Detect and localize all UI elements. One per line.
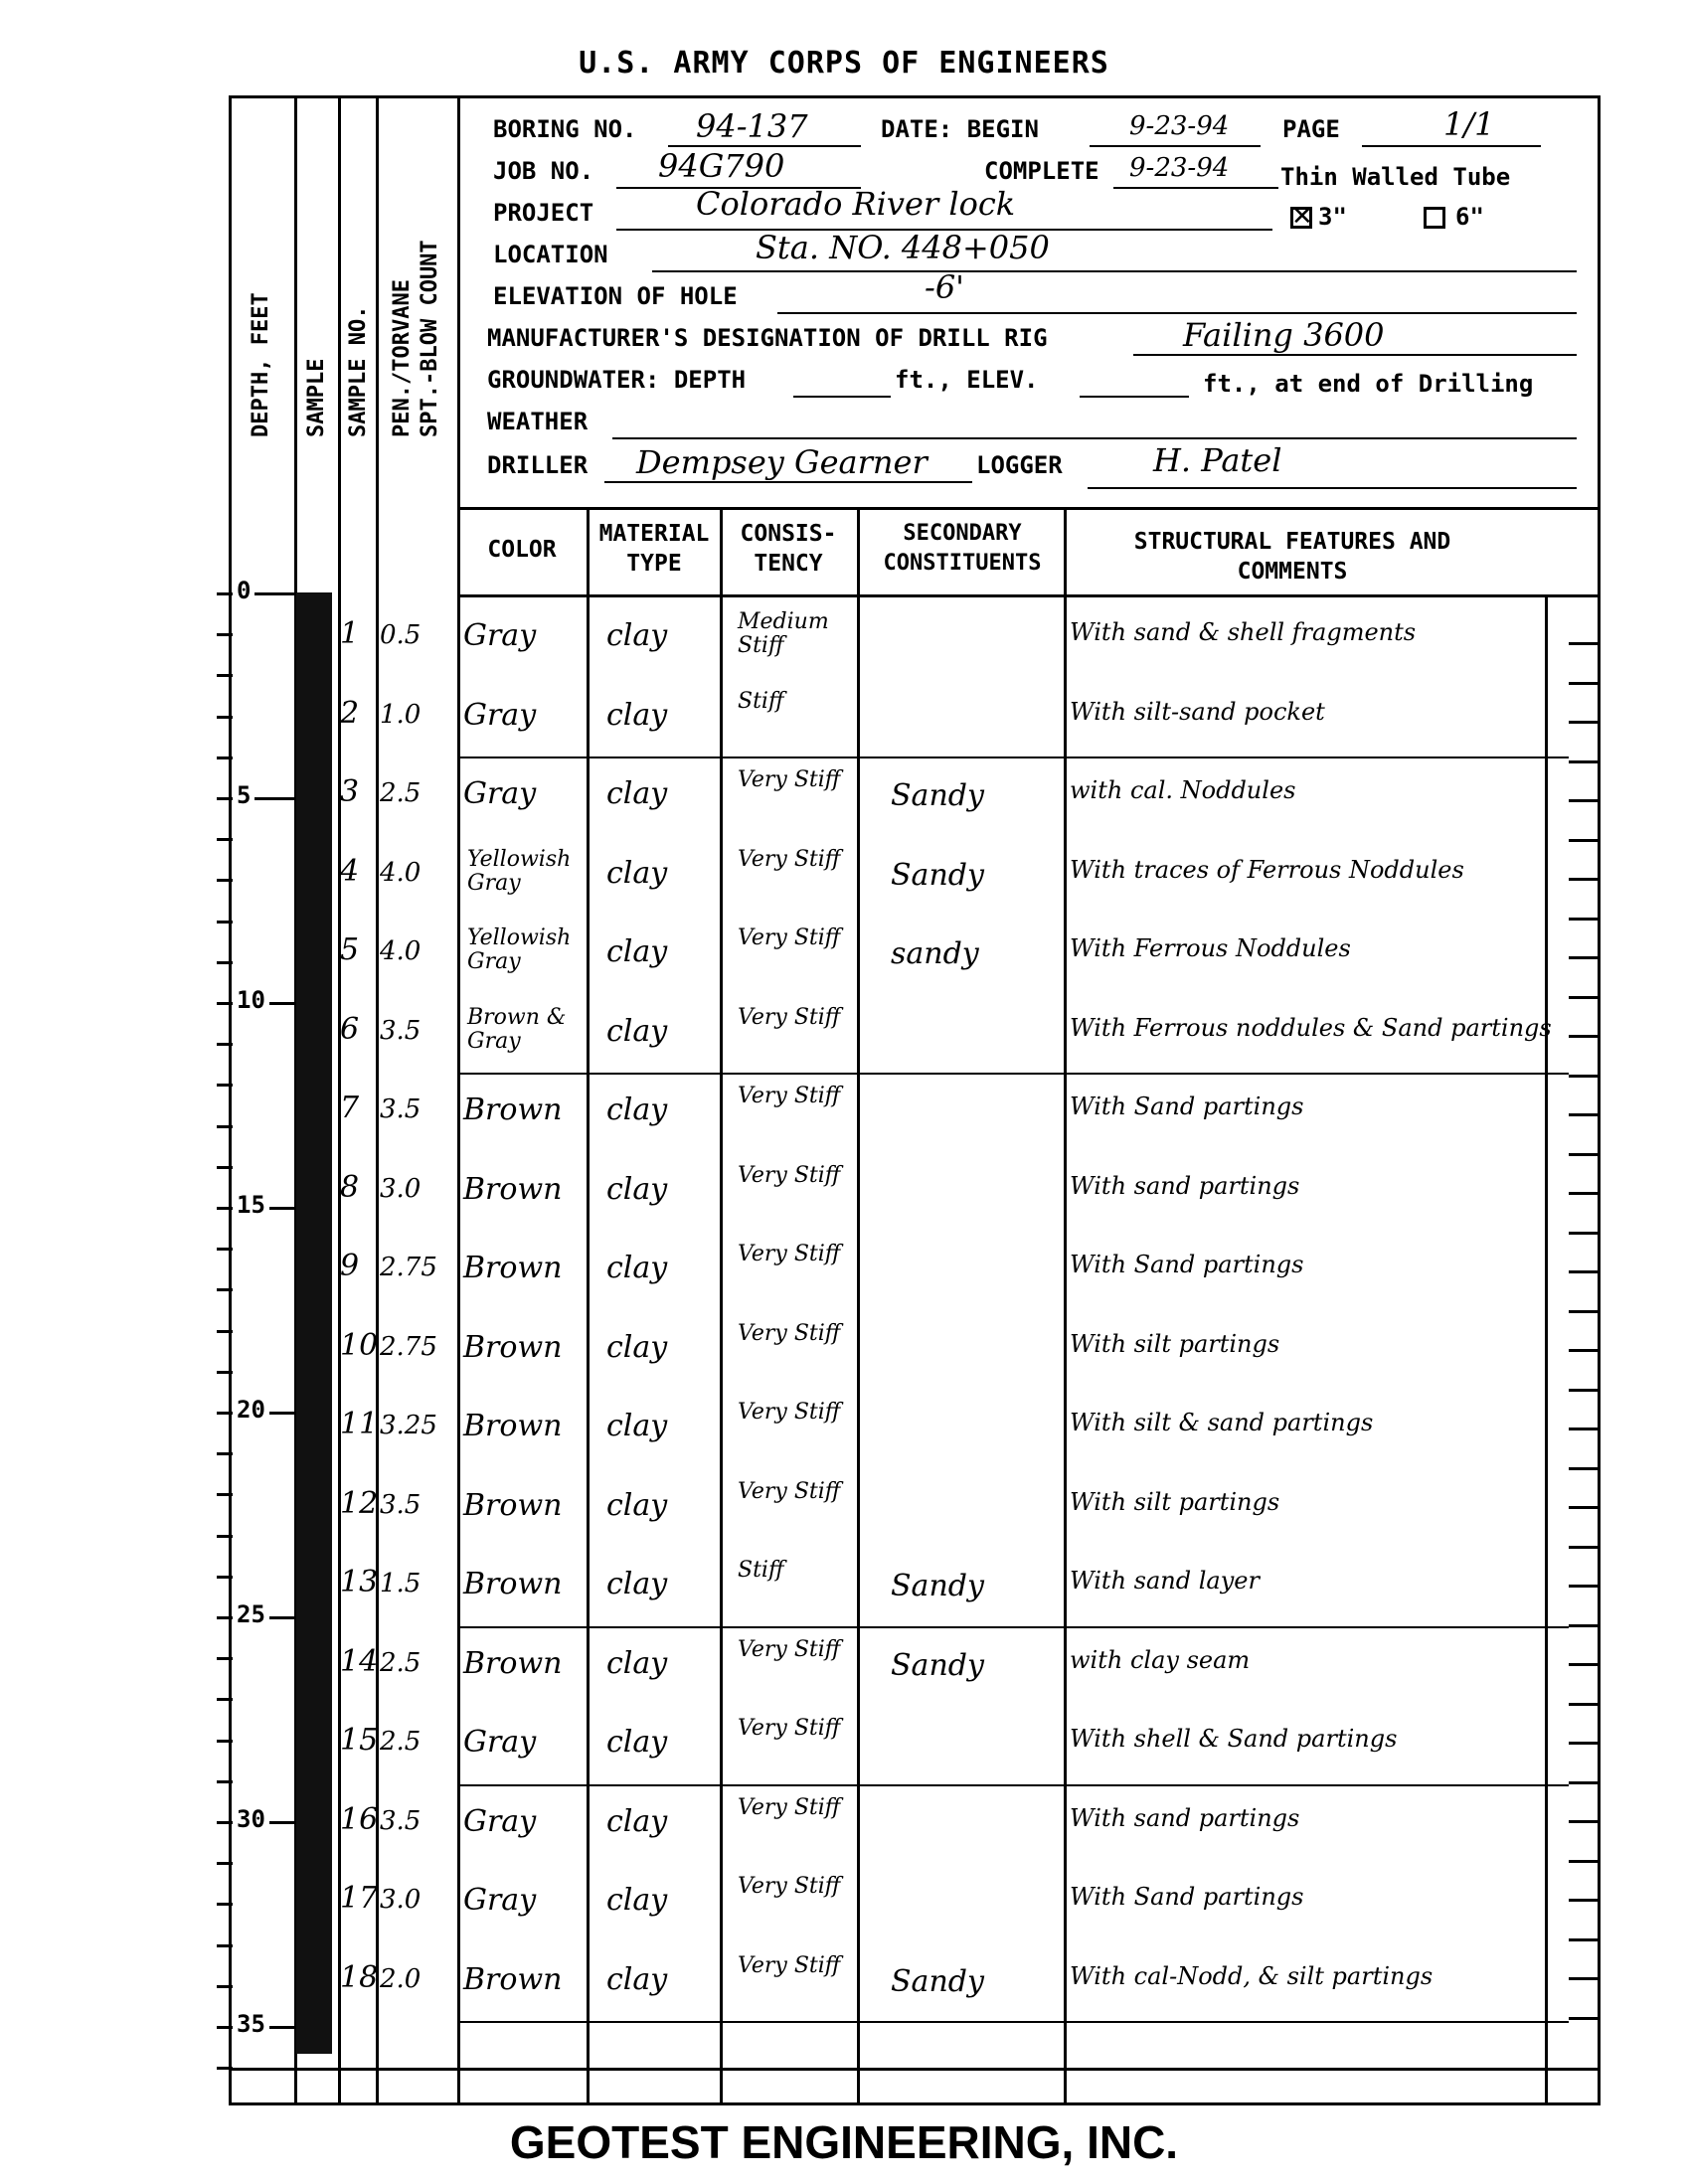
consistency-value: Very Stiff — [738, 1478, 841, 1504]
sample-no: 9 — [340, 1249, 360, 1283]
underline — [1080, 396, 1189, 398]
material-value: clay — [606, 697, 668, 733]
depth-tick — [217, 838, 233, 841]
depth-tick — [217, 1288, 233, 1291]
depth-tick — [217, 1985, 233, 1988]
project-value: Colorado River lock — [696, 185, 1016, 223]
sample-no: 1 — [340, 616, 360, 651]
sample-no: 17 — [340, 1881, 379, 1916]
secondary-value: Sandy — [891, 1647, 984, 1683]
right-tick — [1569, 956, 1601, 959]
color-header: COLOR — [487, 537, 557, 563]
right-tick — [1569, 1389, 1601, 1392]
secondary-header: SECONDARY CONSTITUENTS — [883, 521, 1042, 576]
consistency-value: Very Stiff — [738, 1242, 841, 1266]
depth-tick — [217, 1493, 233, 1496]
color-value: Brown — [463, 1961, 563, 1997]
right-tick — [1569, 839, 1601, 842]
row-divider — [457, 1784, 1569, 1786]
color-value: Gray — [463, 1725, 537, 1760]
depth-tick — [217, 1043, 233, 1046]
pen-value: 3.5 — [380, 1015, 422, 1046]
groundwater-label: GROUNDWATER: DEPTH — [487, 366, 747, 394]
boring-no-label: BORING NO. — [493, 115, 637, 143]
right-tick — [1569, 1428, 1601, 1430]
pen-value: 2.75 — [380, 1253, 437, 1282]
color-value: Yellowish Gray — [467, 925, 572, 974]
right-tick — [1569, 1192, 1601, 1195]
sample-no: 2 — [340, 695, 360, 731]
sample-recovery-bar — [296, 592, 332, 2054]
consistency-value: Very Stiff — [738, 1320, 841, 1346]
depth-tick — [217, 756, 233, 759]
color-value: Yellowish Gray — [467, 846, 572, 896]
pen-value: 4.0 — [380, 936, 422, 966]
comment-value: With Ferrous noddules & Sand partings — [1070, 1013, 1552, 1042]
right-tick — [1569, 1663, 1601, 1666]
drill-rig-value: Failing 3600 — [1183, 316, 1385, 354]
underline — [793, 396, 891, 398]
color-value: Brown — [463, 1645, 563, 1681]
comment-value: With Ferrous Noddules — [1070, 934, 1351, 962]
sample-no: 8 — [340, 1169, 360, 1205]
location-label: LOCATION — [493, 241, 608, 268]
comment-value: With Sand partings — [1070, 1092, 1304, 1120]
color-value: Brown — [463, 1409, 563, 1443]
depth-tick — [217, 1576, 233, 1579]
date-begin-value: 9-23-94 — [1129, 111, 1230, 141]
material-value: clay — [606, 1409, 668, 1443]
sample-no: 4 — [340, 853, 360, 889]
depth-tick — [217, 879, 233, 882]
sample-no: 16 — [340, 1801, 379, 1837]
material-value: clay — [606, 934, 668, 969]
underline — [1113, 187, 1278, 189]
consistency-value: Very Stiff — [738, 1162, 841, 1188]
job-no-value: 94G790 — [658, 147, 785, 185]
material-value: clay — [606, 1961, 668, 1997]
underline — [612, 437, 1577, 439]
pen-value: 2.5 — [380, 778, 422, 808]
comments-header: STRUCTURAL FEATURES AND COMMENTS — [1133, 529, 1451, 585]
depth-tick — [217, 633, 233, 636]
pen-value: 3.5 — [380, 1489, 422, 1520]
right-tick — [1569, 1506, 1601, 1509]
divider — [857, 507, 860, 2105]
drill-rig-label: MANUFACTURER'S DESIGNATION OF DRILL RIG — [487, 324, 1048, 352]
material-value: clay — [606, 1567, 668, 1601]
consistency-value: Very Stiff — [738, 1874, 841, 1899]
company-footer: GEOTEST ENGINEERING, INC. — [509, 2116, 1179, 2168]
material-value: clay — [606, 1803, 668, 1839]
pen-value: 2.75 — [380, 1331, 437, 1362]
right-tick — [1569, 918, 1601, 921]
material-value: clay — [606, 776, 668, 811]
depth-tick — [217, 797, 294, 800]
color-value: Brown & Gray — [467, 1004, 567, 1054]
sample-no: 12 — [340, 1485, 379, 1521]
depth-label: 35 — [233, 2010, 269, 2038]
secondary-value: sandy — [891, 936, 979, 971]
underline — [1362, 145, 1541, 147]
right-tick — [1569, 1035, 1601, 1038]
pen-value: 0.5 — [380, 620, 422, 650]
depth-tick — [217, 1740, 233, 1743]
depth-label: 15 — [233, 1191, 269, 1219]
spt-blow-count-column-label: SPT.-BLOW COUNT — [418, 240, 442, 437]
driller-label: DRILLER — [487, 451, 589, 479]
consistency-value: Very Stiff — [738, 1716, 841, 1741]
consistency-value: Stiff — [738, 1558, 784, 1583]
pen-value: 3.0 — [380, 1885, 422, 1915]
material-value: clay — [606, 1092, 668, 1127]
consistency-value: Very Stiff — [738, 1400, 841, 1425]
divider — [1064, 507, 1067, 2105]
consistency-value: Very Stiff — [738, 925, 841, 950]
material-value: clay — [606, 1013, 668, 1049]
tube-label: Thin Walled Tube — [1280, 163, 1511, 191]
divider — [720, 507, 723, 2105]
right-tick — [1569, 642, 1601, 645]
right-tick — [1569, 1899, 1601, 1902]
right-tick — [1569, 1153, 1601, 1156]
pen-value: 1.0 — [380, 699, 422, 730]
sample-no: 6 — [340, 1011, 360, 1047]
material-value: clay — [606, 1251, 668, 1285]
depth-tick — [217, 1944, 233, 1947]
elevation-label: ELEVATION OF HOLE — [493, 282, 738, 310]
right-tick — [1569, 682, 1601, 685]
depth-tick — [217, 716, 233, 719]
right-tick — [1569, 1113, 1601, 1116]
consistency-value: Very Stiff — [738, 846, 841, 872]
logger-value: H. Patel — [1153, 441, 1282, 479]
pen-torvane-column-label: PEN./TORVANE — [390, 279, 415, 437]
right-tick — [1569, 1938, 1601, 1941]
sample-no: 5 — [340, 932, 360, 967]
depth-tick — [217, 1698, 233, 1701]
sample-no: 11 — [340, 1407, 379, 1441]
depth-tick — [217, 1535, 233, 1538]
underline — [1133, 354, 1577, 356]
project-label: PROJECT — [493, 199, 594, 227]
underline — [1088, 487, 1577, 489]
comment-value: With cal-Nodd, & silt partings — [1070, 1961, 1434, 1990]
material-value: clay — [606, 1487, 668, 1523]
material-value: clay — [606, 618, 668, 653]
right-tick — [1569, 1703, 1601, 1706]
location-value: Sta. NO. 448+050 — [756, 229, 1050, 266]
divider — [1545, 594, 1548, 2105]
right-tick — [1569, 721, 1601, 724]
right-tick — [1569, 878, 1601, 881]
comment-value: With silt partings — [1070, 1487, 1280, 1516]
right-tick — [1569, 1232, 1601, 1235]
pen-value: 3.25 — [380, 1411, 437, 1440]
comment-value: With Sand partings — [1070, 1251, 1304, 1278]
sample-no: 7 — [340, 1091, 360, 1125]
comment-value: With sand partings — [1070, 1171, 1300, 1200]
comment-value: With silt & sand partings — [1070, 1409, 1374, 1436]
date-begin-label: DATE: BEGIN — [881, 115, 1039, 143]
sample-no: 3 — [340, 774, 360, 809]
right-tick — [1569, 760, 1601, 763]
divider — [457, 95, 460, 2105]
sample-no: 13 — [340, 1565, 379, 1599]
secondary-value: Sandy — [891, 778, 984, 813]
consistency-value: Very Stiff — [738, 767, 841, 792]
right-tick — [1569, 1860, 1601, 1863]
row-divider — [457, 1073, 1569, 1075]
comment-value: With shell & Sand partings — [1070, 1725, 1398, 1753]
consistency-value: Stiff — [738, 688, 784, 714]
sample-no: 15 — [340, 1723, 379, 1758]
comment-value: with clay seam — [1070, 1645, 1251, 1674]
color-value: Brown — [463, 1092, 563, 1127]
pen-value: 4.0 — [380, 857, 422, 888]
depth-tick — [217, 1330, 233, 1333]
color-value: Brown — [463, 1487, 563, 1523]
pen-value: 2.5 — [380, 1647, 422, 1678]
depth-tick — [217, 1452, 233, 1455]
depth-tick — [217, 674, 233, 677]
material-header: MATERIAL TYPE — [598, 521, 710, 577]
sample-no: 14 — [340, 1643, 379, 1679]
comment-value: With sand layer — [1070, 1567, 1260, 1595]
depth-tick — [217, 1903, 233, 1906]
consistency-value: Very Stiff — [738, 1084, 841, 1108]
right-tick — [1569, 2017, 1601, 2020]
page-label: PAGE — [1282, 115, 1340, 143]
pen-value: 3.5 — [380, 1805, 422, 1836]
depth-tick — [217, 1248, 233, 1251]
underline — [777, 312, 1577, 314]
right-tick — [1569, 1977, 1601, 1980]
sample-no: 18 — [340, 1959, 379, 1995]
weather-label: WEATHER — [487, 408, 589, 435]
underline — [1090, 145, 1261, 147]
depth-tick — [217, 592, 294, 595]
material-value: clay — [606, 1329, 668, 1365]
right-tick — [1569, 1546, 1601, 1549]
pen-value: 2.0 — [380, 1963, 422, 1994]
depth-tick — [217, 961, 233, 964]
complete-label: COMPLETE — [984, 157, 1099, 185]
consistency-value: Very Stiff — [738, 1794, 841, 1820]
right-tick — [1569, 1820, 1601, 1823]
depth-label: 30 — [233, 1805, 269, 1833]
right-tick — [1569, 799, 1601, 802]
depth-label: 5 — [233, 781, 254, 809]
color-value: Gray — [463, 776, 537, 811]
row-divider — [457, 756, 1569, 758]
comment-value: With silt partings — [1070, 1329, 1280, 1358]
material-value: clay — [606, 1725, 668, 1760]
pen-value: 3.0 — [380, 1173, 422, 1204]
color-value: Gray — [463, 1883, 537, 1918]
consistency-value: Very Stiff — [738, 1004, 841, 1030]
depth-tick — [217, 1371, 233, 1374]
color-value: Brown — [463, 1329, 563, 1365]
color-value: Brown — [463, 1251, 563, 1285]
right-tick — [1569, 1270, 1601, 1273]
depth-tick — [217, 1084, 233, 1087]
material-value: clay — [606, 1645, 668, 1681]
color-value: Gray — [463, 1803, 537, 1839]
page-value: 1/1 — [1443, 105, 1495, 143]
depth-label: 20 — [233, 1396, 269, 1424]
tube-3in-label: 3" — [1318, 203, 1347, 231]
secondary-value: Sandy — [891, 1569, 984, 1603]
comment-value: With sand & shell fragments — [1070, 618, 1417, 646]
consistency-value: Medium Stiff — [738, 609, 829, 658]
consistency-value: Very Stiff — [738, 1952, 841, 1978]
right-tick — [1569, 1467, 1601, 1470]
sample-no-column-label: SAMPLE NO. — [346, 305, 371, 437]
depth-tick — [217, 1862, 233, 1865]
tube-6in-checkbox[interactable] — [1424, 207, 1445, 229]
divider — [587, 507, 590, 2105]
tube-3in-checkbox[interactable] — [1290, 207, 1312, 229]
pen-value: 3.5 — [380, 1094, 422, 1124]
groundwater-ft-label: ft., ELEV. — [895, 366, 1039, 394]
sample-no: 10 — [340, 1327, 379, 1363]
color-value: Brown — [463, 1171, 563, 1207]
material-value: clay — [606, 1171, 668, 1207]
color-value: Gray — [463, 697, 537, 733]
boring-no-value: 94-137 — [696, 107, 808, 145]
right-tick — [1569, 1781, 1601, 1784]
depth-label: 0 — [233, 577, 254, 604]
complete-value: 9-23-94 — [1129, 153, 1230, 183]
elevation-value: -6' — [925, 268, 964, 306]
depth-label: 10 — [233, 986, 269, 1014]
material-value: clay — [606, 1883, 668, 1918]
underline — [604, 481, 972, 483]
color-value: Brown — [463, 1567, 563, 1601]
row-divider — [457, 1626, 1569, 1628]
row-divider — [457, 2021, 1569, 2023]
depth-tick — [217, 921, 233, 924]
divider — [229, 2068, 1601, 2071]
pen-value: 1.5 — [380, 1569, 422, 1598]
groundwater-end-label: ft., at end of Drilling — [1203, 370, 1534, 398]
logger-label: LOGGER — [976, 451, 1063, 479]
depth-column-label: DEPTH, FEET — [249, 292, 273, 437]
tube-6in-label: 6" — [1455, 203, 1484, 231]
divider — [457, 507, 1601, 510]
secondary-value: Sandy — [891, 1963, 984, 1999]
secondary-value: Sandy — [891, 857, 984, 893]
agency-title: U.S. ARMY CORPS OF ENGINEERS — [579, 46, 1109, 81]
comment-value: With Sand partings — [1070, 1883, 1304, 1911]
depth-tick — [217, 1125, 233, 1128]
sample-column-label: SAMPLE — [304, 358, 329, 437]
comment-value: with cal. Noddules — [1070, 776, 1296, 804]
right-tick — [1569, 1624, 1601, 1627]
comment-value: With traces of Ferrous Noddules — [1070, 855, 1464, 884]
pen-value: 2.5 — [380, 1727, 422, 1757]
depth-label: 25 — [233, 1600, 269, 1628]
consistency-value: Very Stiff — [738, 1636, 841, 1662]
right-tick — [1569, 996, 1601, 999]
material-value: clay — [606, 855, 668, 891]
depth-tick — [217, 1166, 233, 1169]
depth-tick — [217, 1780, 233, 1783]
comment-value: With sand partings — [1070, 1803, 1300, 1832]
right-tick — [1569, 1349, 1601, 1352]
comment-value: With silt-sand pocket — [1070, 697, 1325, 726]
right-tick — [1569, 1310, 1601, 1313]
job-no-label: JOB NO. — [493, 157, 594, 185]
depth-tick — [217, 1657, 233, 1660]
consistency-header: CONSIS- TENCY — [740, 521, 837, 577]
color-value: Gray — [463, 618, 537, 653]
underline — [652, 270, 1577, 272]
right-tick — [1569, 1075, 1601, 1078]
driller-value: Dempsey Gearner — [636, 443, 928, 481]
right-tick — [1569, 1585, 1601, 1588]
divider — [457, 594, 1601, 597]
right-tick — [1569, 1742, 1601, 1745]
